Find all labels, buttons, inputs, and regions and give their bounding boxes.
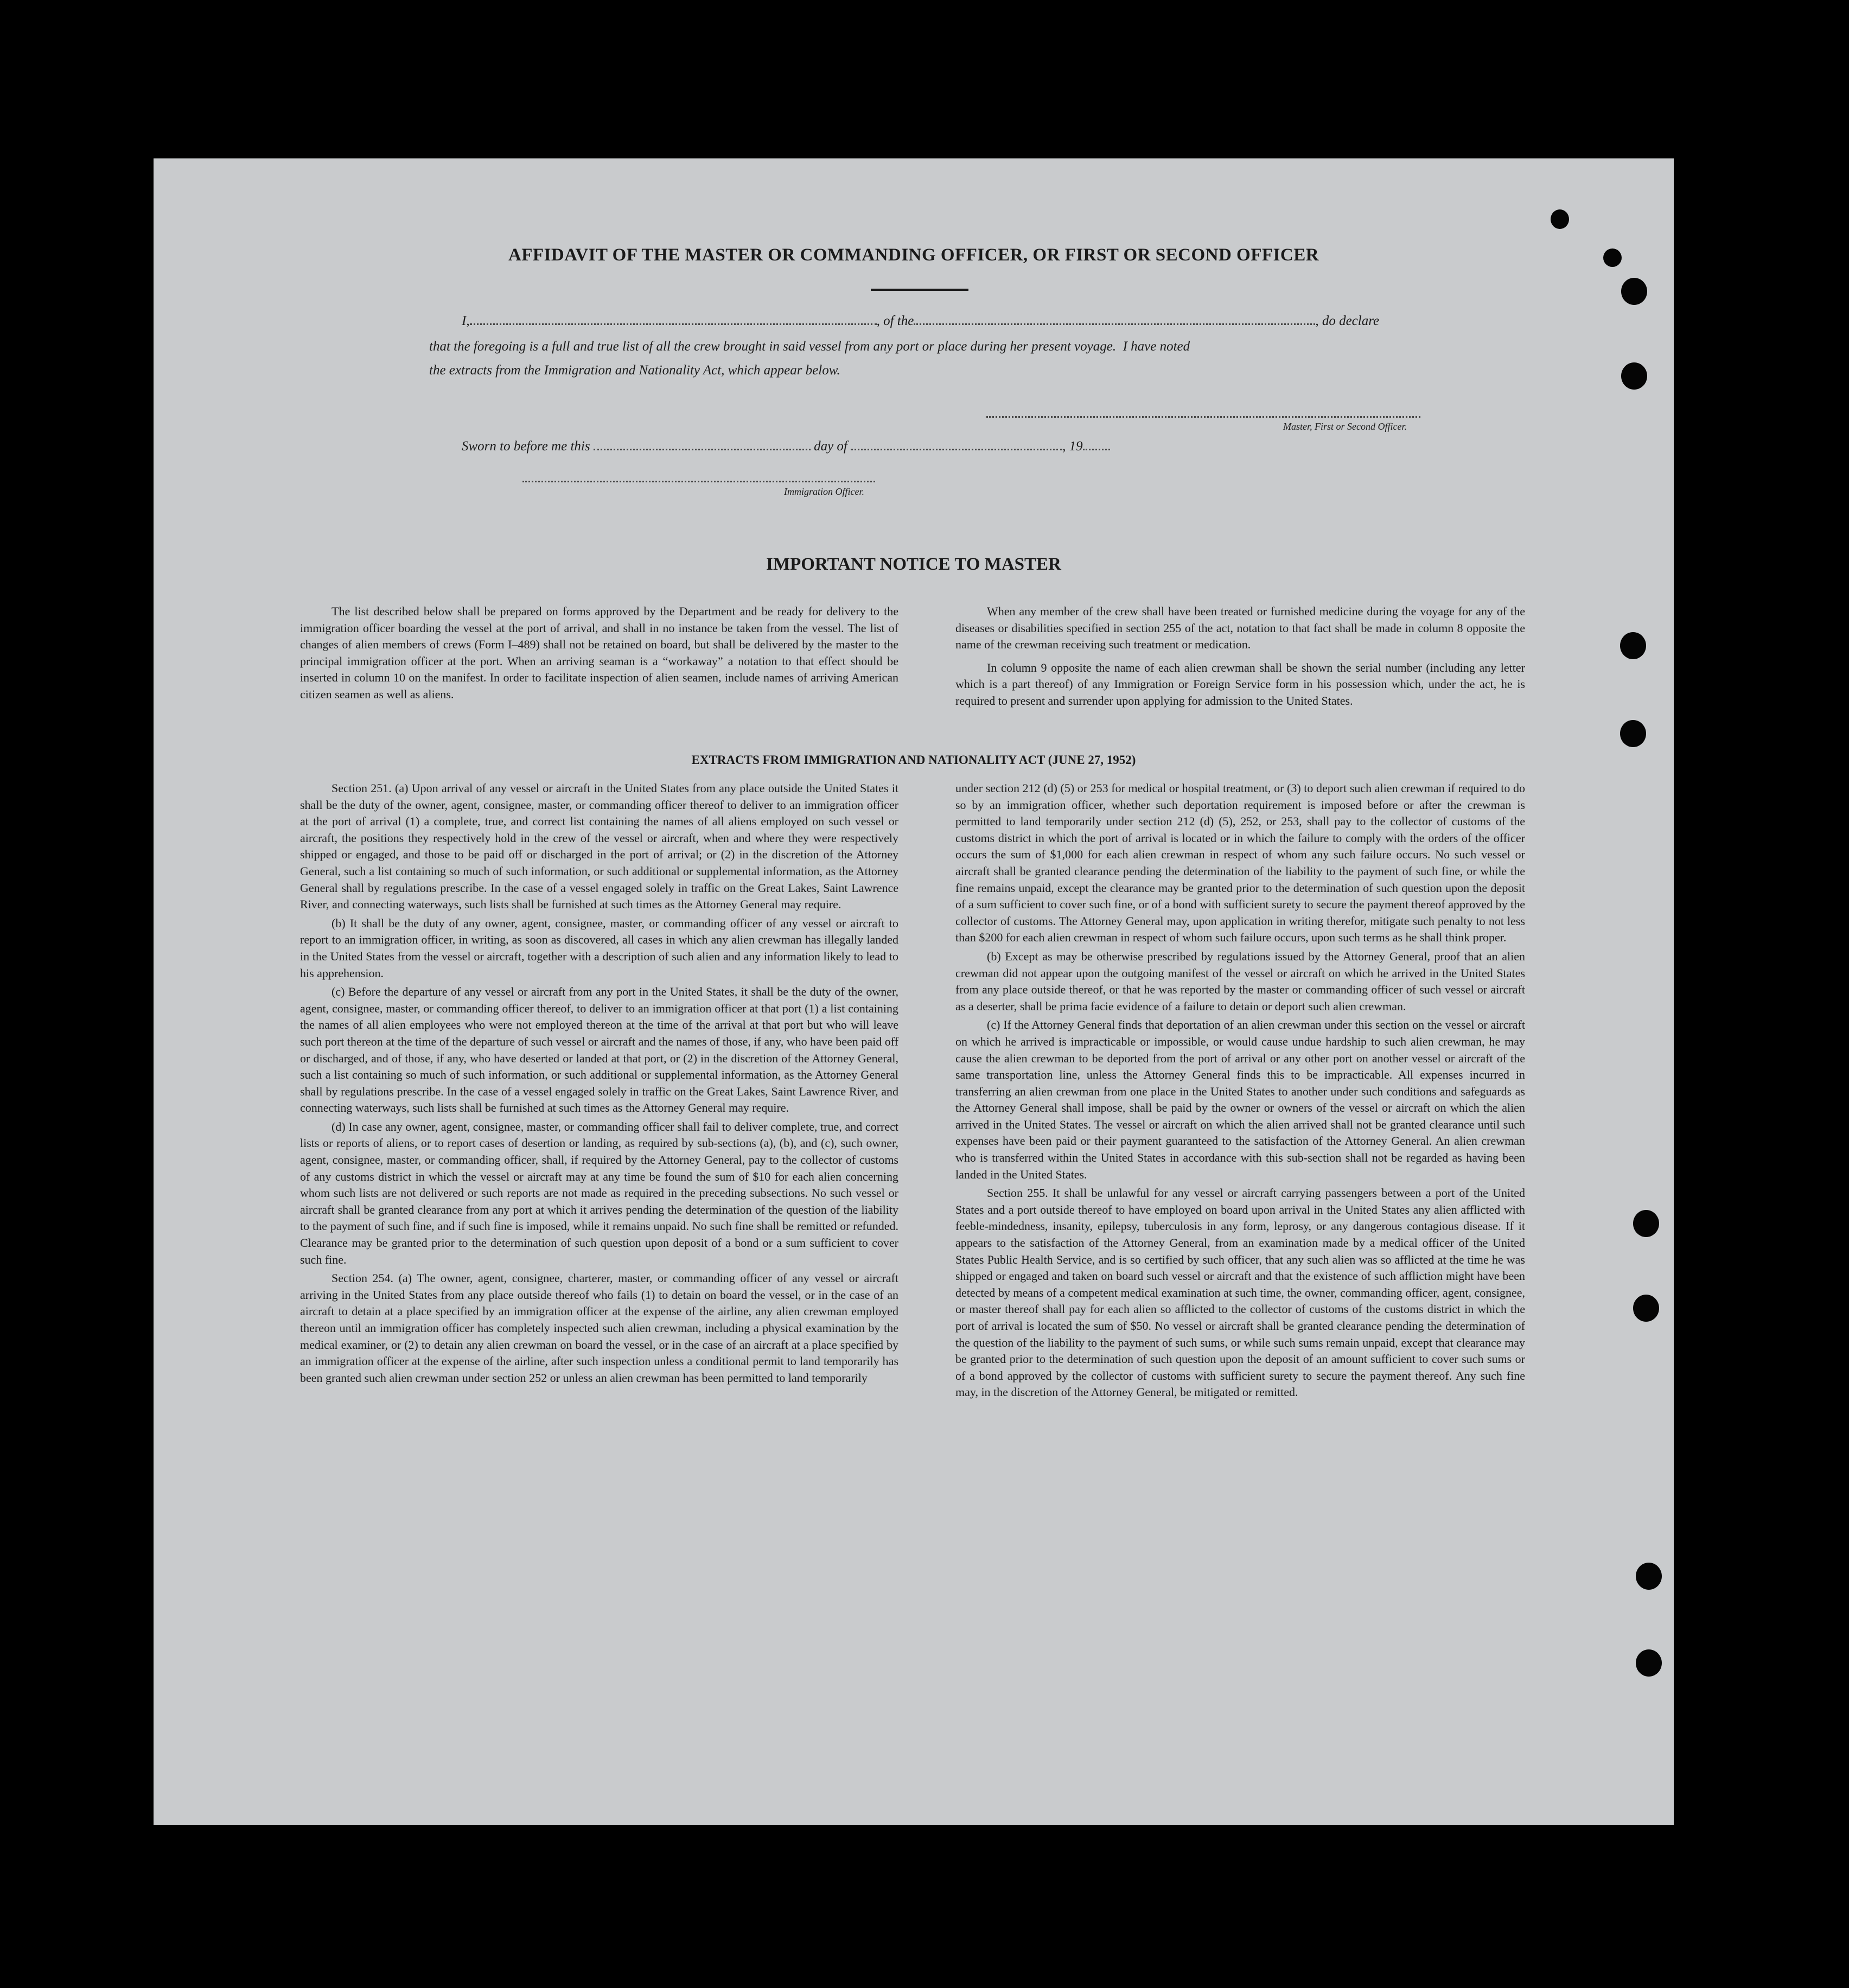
punch-hole: [1621, 278, 1647, 305]
section-paragraph: (c) Before the departure of any vessel or aircraft from any port in the United States, it shall be the duty of the owner, agent, consignee, master, or commanding officer thereof, to deliver to an immigration officer at that port (1) a list containing the names of all alien employees who were not employed thereon at the time of the arrival at that port but who will leave such port thereon at the time of the departure of such vessel or aircraft and the names of those, if any, who have been paid off or discharged, and of those, if any, who have deserted or landed at that port, or (2) in the discretion of the Attorney General, such a list containing so much of such information, or such additional or supplemental information, as the Attorney General shall by regulations prescribe. In the case of a vessel engaged solely in traffic on the Great Lakes, Saint Lawrence River, and connecting waterways, such lists shall be furnished at such times as the Attorney General may require.: [300, 985, 898, 1115]
notice-right-column: [955, 603, 1525, 710]
sworn-year-blank[interactable]: [1083, 448, 1110, 450]
declaration-end: , do declare: [1315, 314, 1380, 328]
section-paragraph: Section 255. It shall be unlawful for any vessel or aircraft carrying passengers between a port of the United States and a port outside thereof to have employed on board upon arrival in the United States any alien afflicted with feeble-mindedness, insanity, epilepsy, tuberculosis in any form, leprosy, or any dangerous contagious disease. If it appears to the satisfaction of the Attorney General, from an examination made by a medical officer of the United States Public Health Service, and is so certified by such officer, that any such alien was so afflicted at the time he was shipped or engaged and taken on board such vessel or aircraft and that the existence of such affliction might have been detected by means of a competent medical examination at such time, the owner, commanding officer, agent, consignee, or master thereof shall pay for each alien so afflicted to the collector of customs of the customs district in which the port of arrival is located the sum of $50. No vessel or aircraft shall be granted clearance pending the determination of the question of the liability to the payment of such sums, or while such sums remain unpaid, except that clearance may be granted prior to the determination of such question upon the deposit of an amount sufficient to cover such sums or of a bond approved by the collector of customs with sufficient surety to secure the payment thereof. Any such fine may, in the discretion of the Attorney General, be mitigated or remitted.: [955, 1186, 1525, 1399]
sworn-line: [462, 439, 1110, 454]
officer-signature-label: Immigration Officer.: [784, 486, 864, 497]
notice-left-column: [300, 603, 898, 703]
declaration-start: I,: [462, 314, 470, 328]
punch-hole: [1620, 632, 1646, 659]
section-paragraph: (b) It shall be the duty of any owner, agent, consignee, master, or commanding officer of any vessel or aircraft to report to an immigration officer, in writing, as soon as discovered, all cases in which any alien crewman has illegally landed in the United States from the vessel or aircraft, together with a description of such alien and any information likely to lead to his apprehension.: [300, 916, 898, 980]
section-paragraph: under section 212 (d) (5) or 253 for medical or hospital treatment, or (3) to deport such alien crewman if required to do so by an immigration officer, whether such deportation requirement is imposed before or after the crewman is permitted to land temporarily under section 212 (d) (5), 252, or 253, shall pay to the collector of customs of the customs district in which the port of arrival is located or in which the failure to comply with the orders of the officer occurs the sum of $1,000 for each alien crewman in respect of whom any such failure occurs. No such vessel or aircraft shall be granted clearance pending the determination of the liability to the payment of such fine, or while the fine remains unpaid, except the clearance may be granted prior to the determination of such question upon the deposit of a sum sufficient to cover such fine, or of a bond with sufficient surety to secure the payment thereof approved by the collector of customs. The Attorney General may, upon application in writing therefor, mitigate such penalty to not less than $200 for each alien crewman in respect of whom such failure occurs, upon such terms as he shall think proper.: [955, 781, 1525, 945]
punch-hole: [1636, 1563, 1662, 1590]
name-blank[interactable]: [470, 322, 877, 325]
sworn-end: , 19: [1062, 439, 1083, 454]
title-underline: [871, 289, 968, 291]
sworn-month-blank[interactable]: [851, 448, 1062, 450]
notice-paragraph: When any member of the crew shall have been treated or furnished medicine during the voyage for any of the diseases or disabilities specified in section 255 of the act, notation to that fact shall be made in column 8 opposite the name of the crewman receiving such treatment or medication.: [955, 604, 1525, 652]
punch-hole: [1603, 248, 1622, 267]
declaration-mid: , of the: [876, 314, 914, 328]
master-signature-label: Master, First or Second Officer.: [1283, 421, 1407, 432]
vessel-blank[interactable]: [914, 322, 1315, 325]
section-paragraph: (b) Except as may be otherwise prescribed by regulations issued by the Attorney General, proof that an alien crewman did not appear upon the outgoing manifest of the vessel or aircraft on which he arrived in the United States from any place outside thereof, or that he was reported by the master or commanding officer of such vessel or aircraft as a deserter, shall be prima facie evidence of a failure to detain or deport such alien crewman.: [955, 949, 1525, 1013]
extracts-title: EXTRACTS FROM IMMIGRATION AND NATIONALITY ACT (JUNE 27, 1952): [691, 753, 1136, 767]
affidavit-title: AFFIDAVIT OF THE MASTER OR COMMANDING OFFICER, OR FIRST OR SECOND OFFICER: [508, 245, 1319, 265]
section-paragraph: Section 251. (a) Upon arrival of any vessel or aircraft in the United States from any place outside the United States it shall be the duty of the owner, agent, consignee, master, or commanding officer thereof to deliver to an immigration officer at the port of arrival (1) a complete, true, and correct list containing the names of all aliens employed on such vessel or aircraft, the positions they respectively hold in the crew of the vessel or aircraft, when and where they were respectively shipped or engaged, and those to be paid off or discharged in the port of arrival; or (2) in the discretion of the Attorney General, such a list containing so much of such information, or such additional or supplemental information, as the Attorney General shall by regulations prescribe. In the case of a vessel engaged solely in traffic on the Great Lakes, Saint Lawrence River, and connecting waterways, such lists shall be furnished at such times as the Attorney General may require.: [300, 781, 898, 912]
extracts-left-column: [300, 780, 898, 1386]
document-page: [154, 158, 1674, 1825]
punch-hole: [1633, 1295, 1659, 1322]
notice-paragraph: In column 9 opposite the name of each alien crewman shall be shown the serial number (including any letter which is a part thereof) of any Immigration or Foreign Service form in his possession which, under the act, he is required to present and surrender upon applying for admission to the United States.: [955, 660, 1525, 708]
declaration-text-2: that the foregoing is a full and true list of all the crew brought in said vessel from any port or place during her present voyage. I have noted: [429, 339, 1190, 354]
sworn-mid: day of: [814, 439, 847, 454]
punch-hole: [1620, 720, 1646, 747]
declaration-text-3: the extracts from the Immigration and Nationality Act, which appear below.: [429, 363, 840, 378]
notice-paragraph: The list described below shall be prepared on forms approved by the Department and be ready for delivery to the immigration officer boarding the vessel at the port of arrival, and shall in no instance be taken from the vessel. The list of changes of alien members of crews (Form I–489) shall not be retained on board, but shall be delivered by the master to the principal immigration officer at the port. When an arriving seaman is a “workaway” a notation to that effect should be inserted in column 10 on the manifest. In order to facilitate inspection of alien seamen, include names of arriving American citizen seamen as well as aliens.: [300, 604, 898, 701]
punch-hole: [1633, 1210, 1659, 1237]
notice-title: IMPORTANT NOTICE TO MASTER: [766, 555, 1061, 574]
declaration-line: [462, 314, 1379, 329]
punch-hole: [1621, 362, 1647, 390]
extracts-right-column: [955, 780, 1525, 1401]
sworn-day-blank[interactable]: [594, 448, 811, 450]
section-paragraph: Section 254. (a) The owner, agent, consignee, charterer, master, or commanding officer of any vessel or aircraft arriving in the United States from any place outside thereof who fails (1) to detain on board the vessel, or in the case of an aircraft to detain at a place specified by an immigration officer at the expense of the airline, any alien crewman employed thereon until an immigration officer has completely inspected such alien crewman, including a physical examination by the medical examiner, or (2) to detain any alien crewman on board the vessel, or in the case of an aircraft at a place specified by an immigration officer at the expense of the airline, after such inspection unless a conditional permit to land temporarily has been granted such alien crewman under section 252 or unless an alien crewman has been permitted to land temporarily: [300, 1271, 898, 1385]
section-paragraph: (c) If the Attorney General finds that deportation of an alien crewman under this section on the vessel or aircraft on which he arrived is impracticable or impossible, or would cause undue hardship to such alien crewman, he may cause the alien crewman to be deported from the port of arrival or any other port on another vessel or aircraft of the same transportation line, unless the Attorney General finds this to be impracticable. All expenses incurred in transferring an alien crewman from one place in the United States to another under such conditions and safeguards as the Attorney General shall impose, shall be paid by the owner or owners of the vessel or aircraft on which the alien arrived in the United States. The vessel or aircraft on which the alien arrived shall not be granted clearance until such expenses have been paid or their payment guaranteed to the satisfaction of the Attorney General. An alien crewman who is transferred within the United States in accordance with this sub-section shall not be regarded as having been landed in the United States.: [955, 1018, 1525, 1181]
section-paragraph: (d) In case any owner, agent, consignee, master, or commanding officer shall fail to deliver complete, true, and correct lists or reports of aliens, or to report cases of desertion or landing, as required by sub-sections (a), (b), and (c), such owner, agent, consignee, master, or commanding officer, shall, if required by the Attorney General, pay to the collector of customs of any customs district in which the vessel or aircraft may at any time be found the sum of $10 for each alien concerning whom such lists are not delivered or such reports are not made as required in the preceding subsections. No such vessel or aircraft shall be granted clearance from any port at which it arrives pending the determination of the question of the liability to the payment of such fine, and if such fine is imposed, while it remains unpaid. No such fine shall be remitted or refunded. Clearance may be granted prior to the determination of such question upon deposit of a bond or a sum sufficient to cover such fine.: [300, 1119, 898, 1266]
punch-hole: [1551, 209, 1569, 229]
sworn-start: Sworn to before me this: [462, 439, 590, 454]
punch-hole: [1636, 1649, 1662, 1677]
officer-signature-line[interactable]: [522, 480, 875, 482]
master-signature-line[interactable]: [986, 415, 1420, 418]
